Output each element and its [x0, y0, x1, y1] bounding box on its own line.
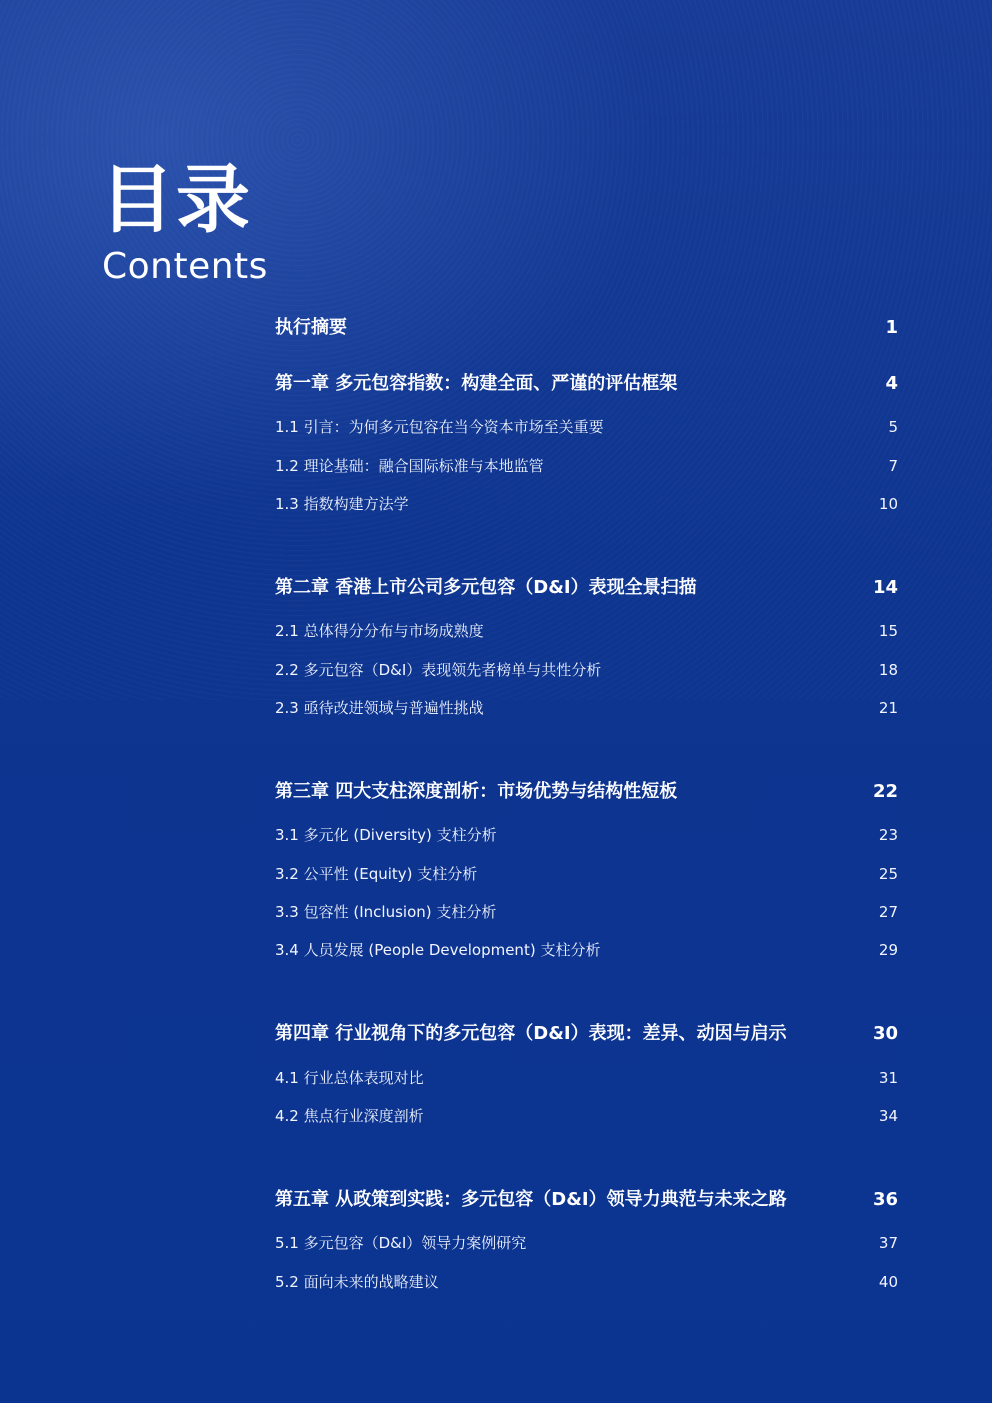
toc-page-number: 10: [878, 495, 898, 513]
toc-page-number: 36: [872, 1189, 898, 1210]
toc-entry-label: 5.2 面向未来的战略建议: [275, 1273, 439, 1291]
toc-page-number: 27: [878, 903, 898, 921]
toc-entry-label: 3.3 包容性 (Inclusion) 支柱分析: [275, 903, 497, 921]
toc-page-number: 1: [885, 317, 898, 338]
toc-page-number: 25: [878, 865, 898, 883]
toc-page-number: 14: [872, 577, 898, 598]
toc-chapter-4[interactable]: [275, 1019, 898, 1045]
toc-entry-label: 第四章 行业视角下的多元包容（D&I）表现：差异、动因与启示: [275, 1023, 787, 1044]
toc-section-1-2[interactable]: [275, 455, 898, 477]
toc-section-5-1[interactable]: [275, 1232, 898, 1254]
title-block: [100, 158, 268, 288]
toc-entry-label: 3.1 多元化 (Diversity) 支柱分析: [275, 826, 497, 844]
toc-section-5-2[interactable]: [275, 1271, 898, 1293]
toc-chapter-2[interactable]: [275, 573, 898, 599]
toc-entry-label: 1.3 指数构建方法学: [275, 495, 409, 513]
toc-entry-summary[interactable]: [275, 313, 898, 339]
toc-section-1-1[interactable]: [275, 416, 898, 438]
toc-page-number: 23: [878, 826, 898, 844]
toc-entry-label: 5.1 多元包容（D&I）领导力案例研究: [275, 1234, 527, 1252]
toc-section-2-2[interactable]: [275, 659, 898, 681]
toc-section-3-3[interactable]: [275, 901, 898, 923]
toc-page-number: 37: [878, 1234, 898, 1252]
toc-page-number: 18: [878, 661, 898, 679]
toc-page-number: 29: [878, 941, 898, 959]
toc-page-number: 22: [872, 781, 898, 802]
toc-chapter-5[interactable]: [275, 1185, 898, 1211]
toc-page-number: 7: [888, 457, 898, 475]
toc-entry-label: 1.2 理论基础：融合国际标准与本地监管: [275, 457, 544, 475]
toc-entry-label: 4.2 焦点行业深度剖析: [275, 1107, 424, 1125]
toc-entry-label: 执行摘要: [275, 317, 347, 338]
toc-page-number: 4: [885, 373, 898, 394]
toc-section-1-3[interactable]: [275, 493, 898, 515]
toc-section-2-3[interactable]: [275, 697, 898, 719]
toc-page-number: 30: [872, 1023, 898, 1044]
toc-page-number: 21: [878, 699, 898, 717]
toc-section-4-2[interactable]: [275, 1105, 898, 1127]
toc-section-3-2[interactable]: [275, 863, 898, 885]
toc-entry-label: 3.2 公平性 (Equity) 支柱分析: [275, 865, 478, 883]
toc-section-2-1[interactable]: [275, 620, 898, 642]
toc-entry-label: 1.1 引言：为何多元包容在当今资本市场至关重要: [275, 418, 604, 436]
toc-entry-label: 2.1 总体得分分布与市场成熟度: [275, 622, 484, 640]
toc-entry-label: 2.2 多元包容（D&I）表现领先者榜单与共性分析: [275, 661, 602, 679]
toc-chapter-1[interactable]: [275, 369, 898, 395]
toc-section-3-4[interactable]: [275, 939, 898, 961]
toc-entry-label: 3.4 人员发展 (People Development) 支柱分析: [275, 941, 601, 959]
page-title-en: Contents: [102, 246, 268, 287]
toc-entry-label: 第三章 四大支柱深度剖析：市场优势与结构性短板: [275, 781, 678, 802]
page-title-zh: 目录: [100, 157, 252, 243]
toc-page-number: 5: [888, 418, 898, 436]
table-of-contents: [275, 0, 898, 1403]
toc-page-number: 34: [878, 1107, 898, 1125]
toc-entry-label: 2.3 亟待改进领域与普遍性挑战: [275, 699, 484, 717]
toc-entry-label: 4.1 行业总体表现对比: [275, 1069, 424, 1087]
toc-entry-label: 第二章 香港上市公司多元包容（D&I）表现全景扫描: [275, 577, 697, 598]
toc-section-3-1[interactable]: [275, 824, 898, 846]
toc-page-number: 15: [878, 622, 898, 640]
toc-entry-label: 第一章 多元包容指数：构建全面、严谨的评估框架: [275, 373, 678, 394]
toc-page-number: 31: [878, 1069, 898, 1087]
toc-chapter-3[interactable]: [275, 777, 898, 803]
toc-entry-label: 第五章 从政策到实践：多元包容（D&I）领导力典范与未来之路: [275, 1189, 787, 1210]
toc-page-number: 40: [878, 1273, 898, 1291]
toc-section-4-1[interactable]: [275, 1067, 898, 1089]
